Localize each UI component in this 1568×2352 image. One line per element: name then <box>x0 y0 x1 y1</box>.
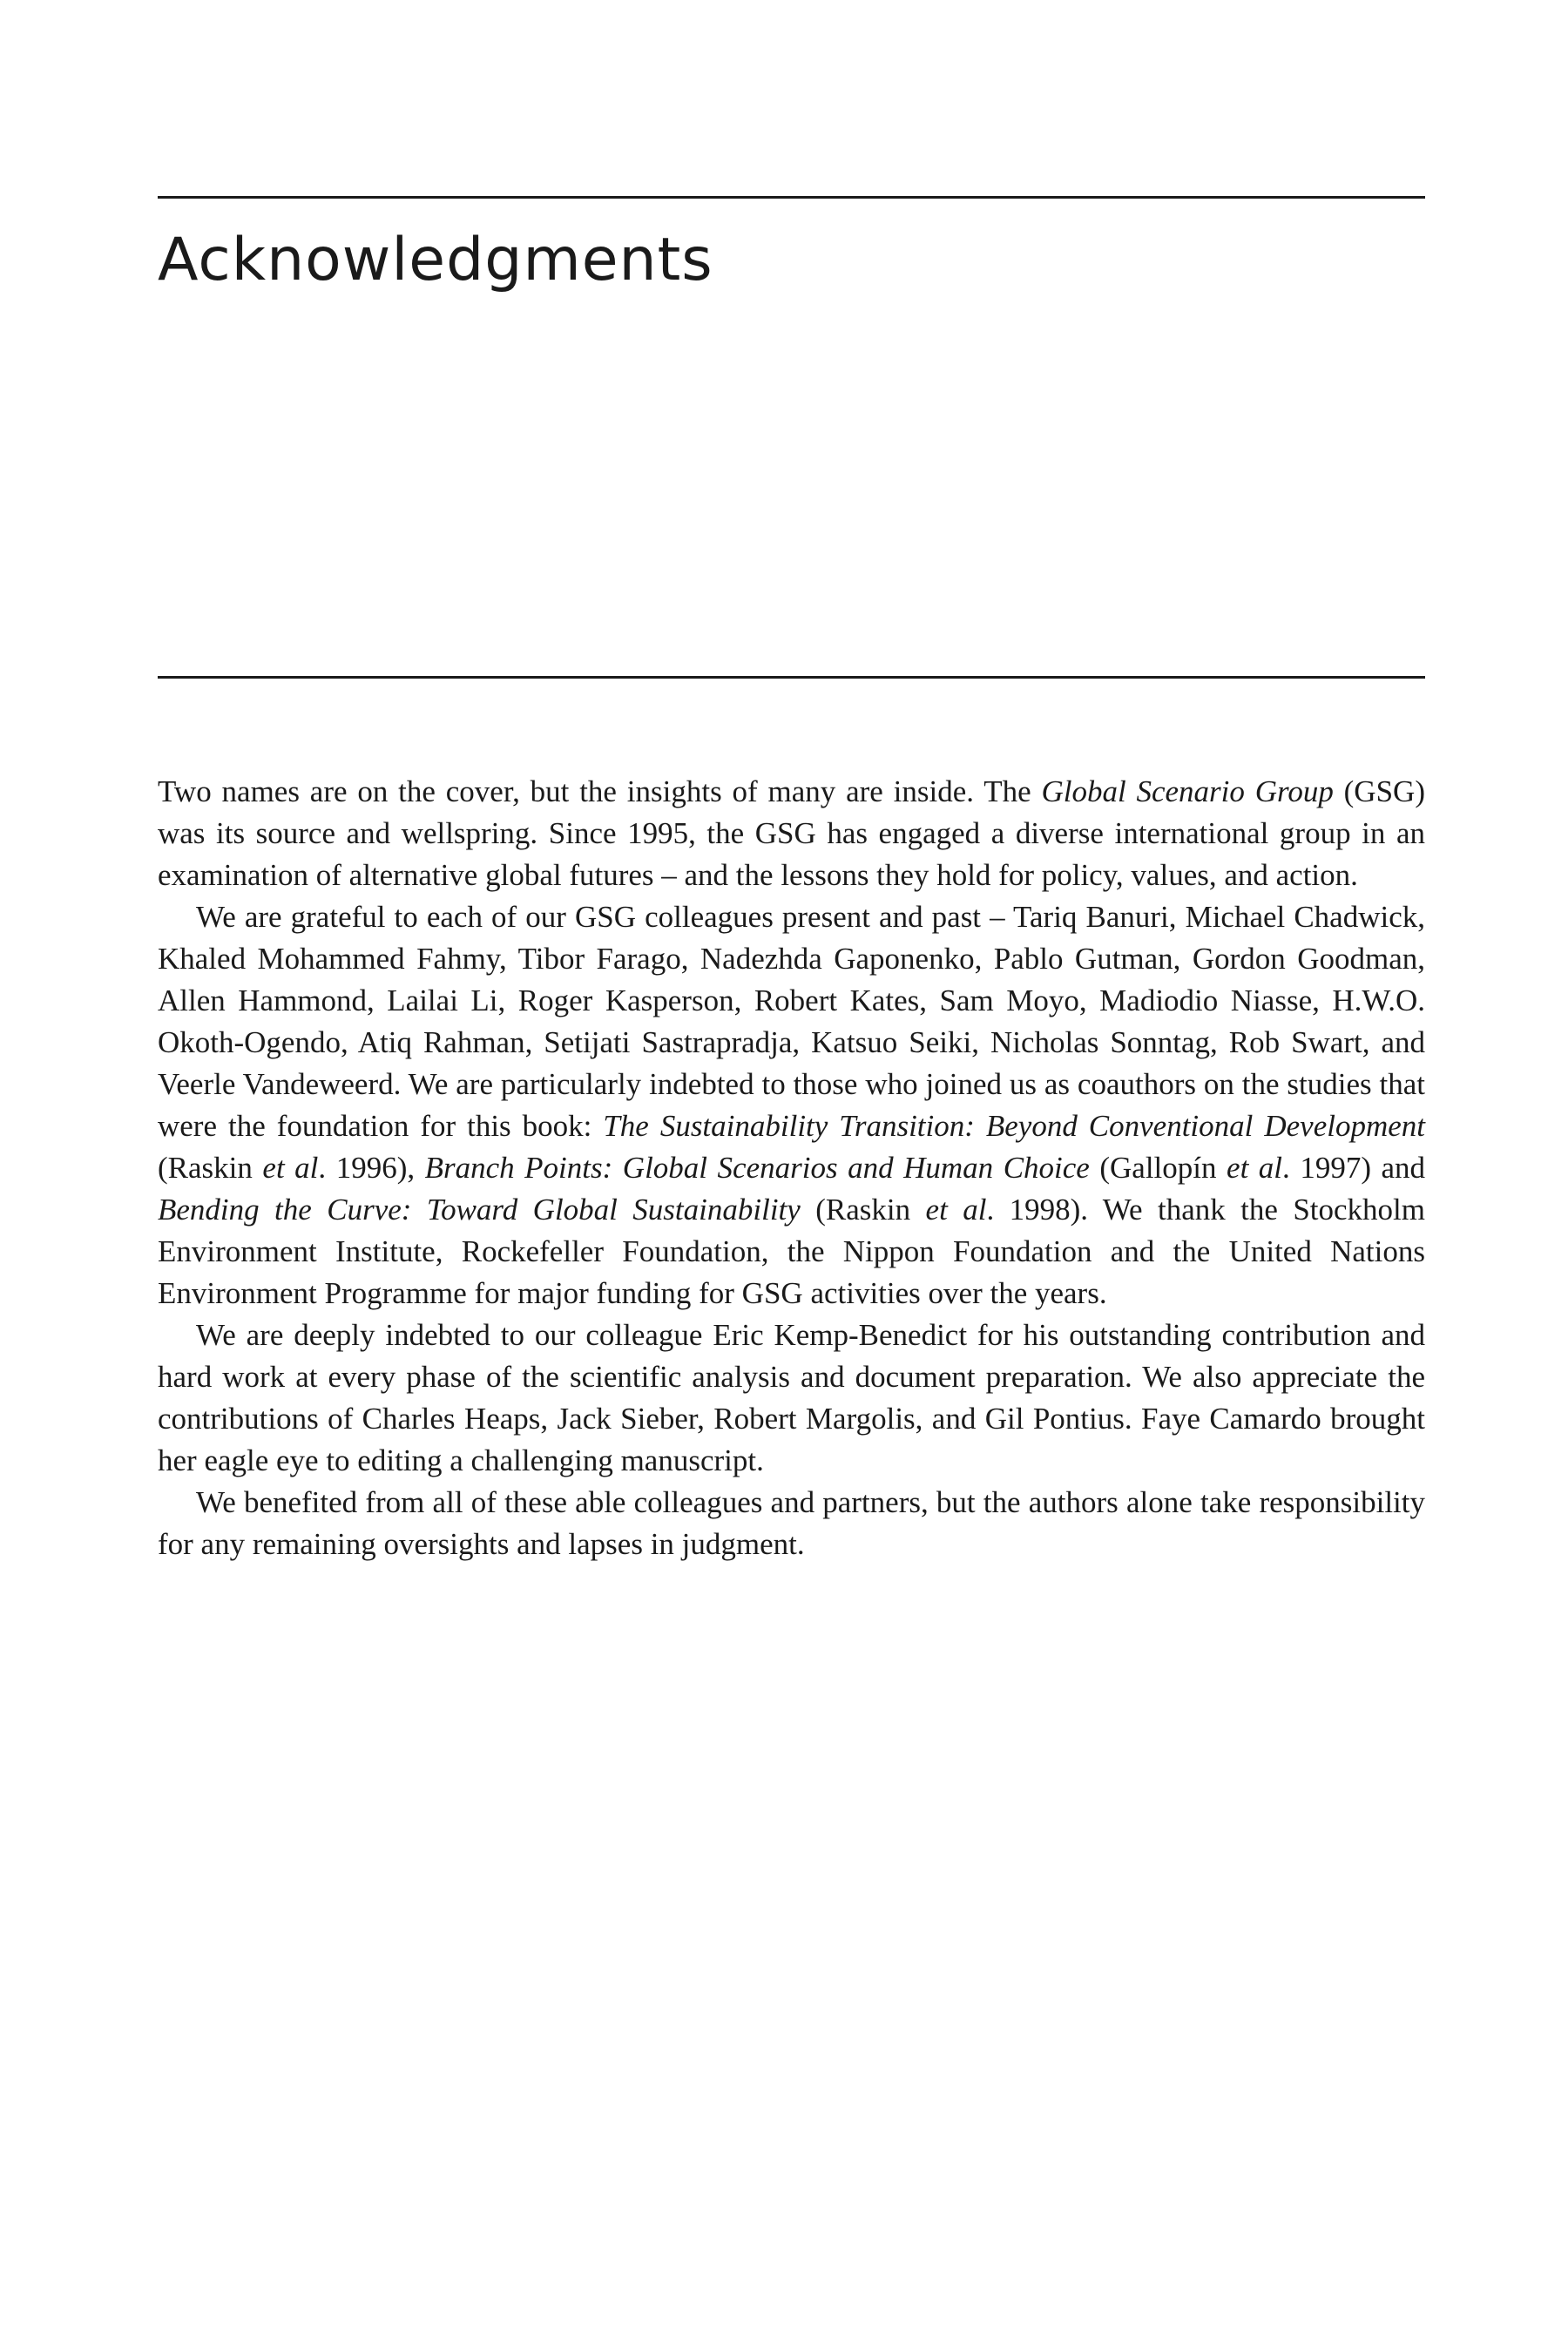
body-text <box>158 771 1425 1565</box>
text-run-italic: The Sustainability Transition: Beyond Conventional Development <box>603 1109 1425 1143</box>
bottom-rule <box>158 676 1425 679</box>
paragraph-4 <box>158 1482 1425 1565</box>
text-run: We benefited from all of these able colleagues and partners, but the authors alone take responsibility for any remaining oversights and lapses in judgment. <box>158 1485 1425 1561</box>
text-run-italic: et al <box>262 1151 319 1185</box>
text-run: . 1997) and <box>1282 1151 1426 1185</box>
paragraph-3 <box>158 1315 1425 1482</box>
text-run-italic: et al <box>1227 1151 1283 1185</box>
text-run: We are grateful to each of our GSG colleagues present and past – Tariq Banuri, Michael Chadwick, Khaled Mohammed Fahmy, Tibor Farago, Nadezhda Gaponenko, Pablo Gutman, Gordon Goodman, Allen Hammond, Lailai Li, Roger Kasperson, Robert Kates, Sam Moyo, Madiodio Niasse, H.W.O. Okoth-Ogendo, Atiq Rahman, Setijati Sastrapradja, Katsuo Seiki, Nicholas Sonntag, Rob Swart, and Veerle Vandeweerd. We are particularly indebted to those who joined us as coauthors on the studies that were the foundation for this book: <box>158 900 1425 1143</box>
text-run: (Raskin <box>158 1151 263 1185</box>
text-run: (GSG) was its source and wellspring. Since 1995, the GSG has engaged a diverse international group in an examination of alternative global futures – and the lessons they hold for policy, values, and action. <box>158 774 1425 892</box>
text-run: (Gallopín <box>1089 1151 1227 1185</box>
paragraph-2 <box>158 896 1425 1315</box>
text-run: Two names are on the cover, but the insights of many are inside. The <box>158 774 1042 808</box>
text-run-italic: Global Scenario Group <box>1041 774 1334 808</box>
text-run: . 1998). We thank the Stockholm Environment Institute, Rockefeller Foundation, the Nippon Foundation and the United Nations Environment Programme for major funding for GSG activities over the years. <box>158 1193 1425 1310</box>
page-title: Acknowledgments <box>158 226 713 294</box>
top-rule <box>158 196 1425 199</box>
text-run: (Raskin <box>800 1193 926 1227</box>
paragraph-1 <box>158 771 1425 896</box>
text-run: We are deeply indebted to our colleague Eric Kemp-Benedict for his outstanding contribution and hard work at every phase of the scientific analysis and document preparation. We also appreciate the contributions of Charles Heaps, Jack Sieber, Robert Margolis, and Gil Pontius. Faye Camardo brought her eagle eye to editing a challenging manuscript. <box>158 1318 1425 1477</box>
text-run-italic: Branch Points: Global Scenarios and Human Choice <box>424 1151 1090 1185</box>
text-run: . 1996), <box>318 1151 425 1185</box>
text-run-italic: Bending the Curve: Toward Global Sustainability <box>158 1193 801 1227</box>
text-run-italic: et al <box>925 1193 987 1227</box>
